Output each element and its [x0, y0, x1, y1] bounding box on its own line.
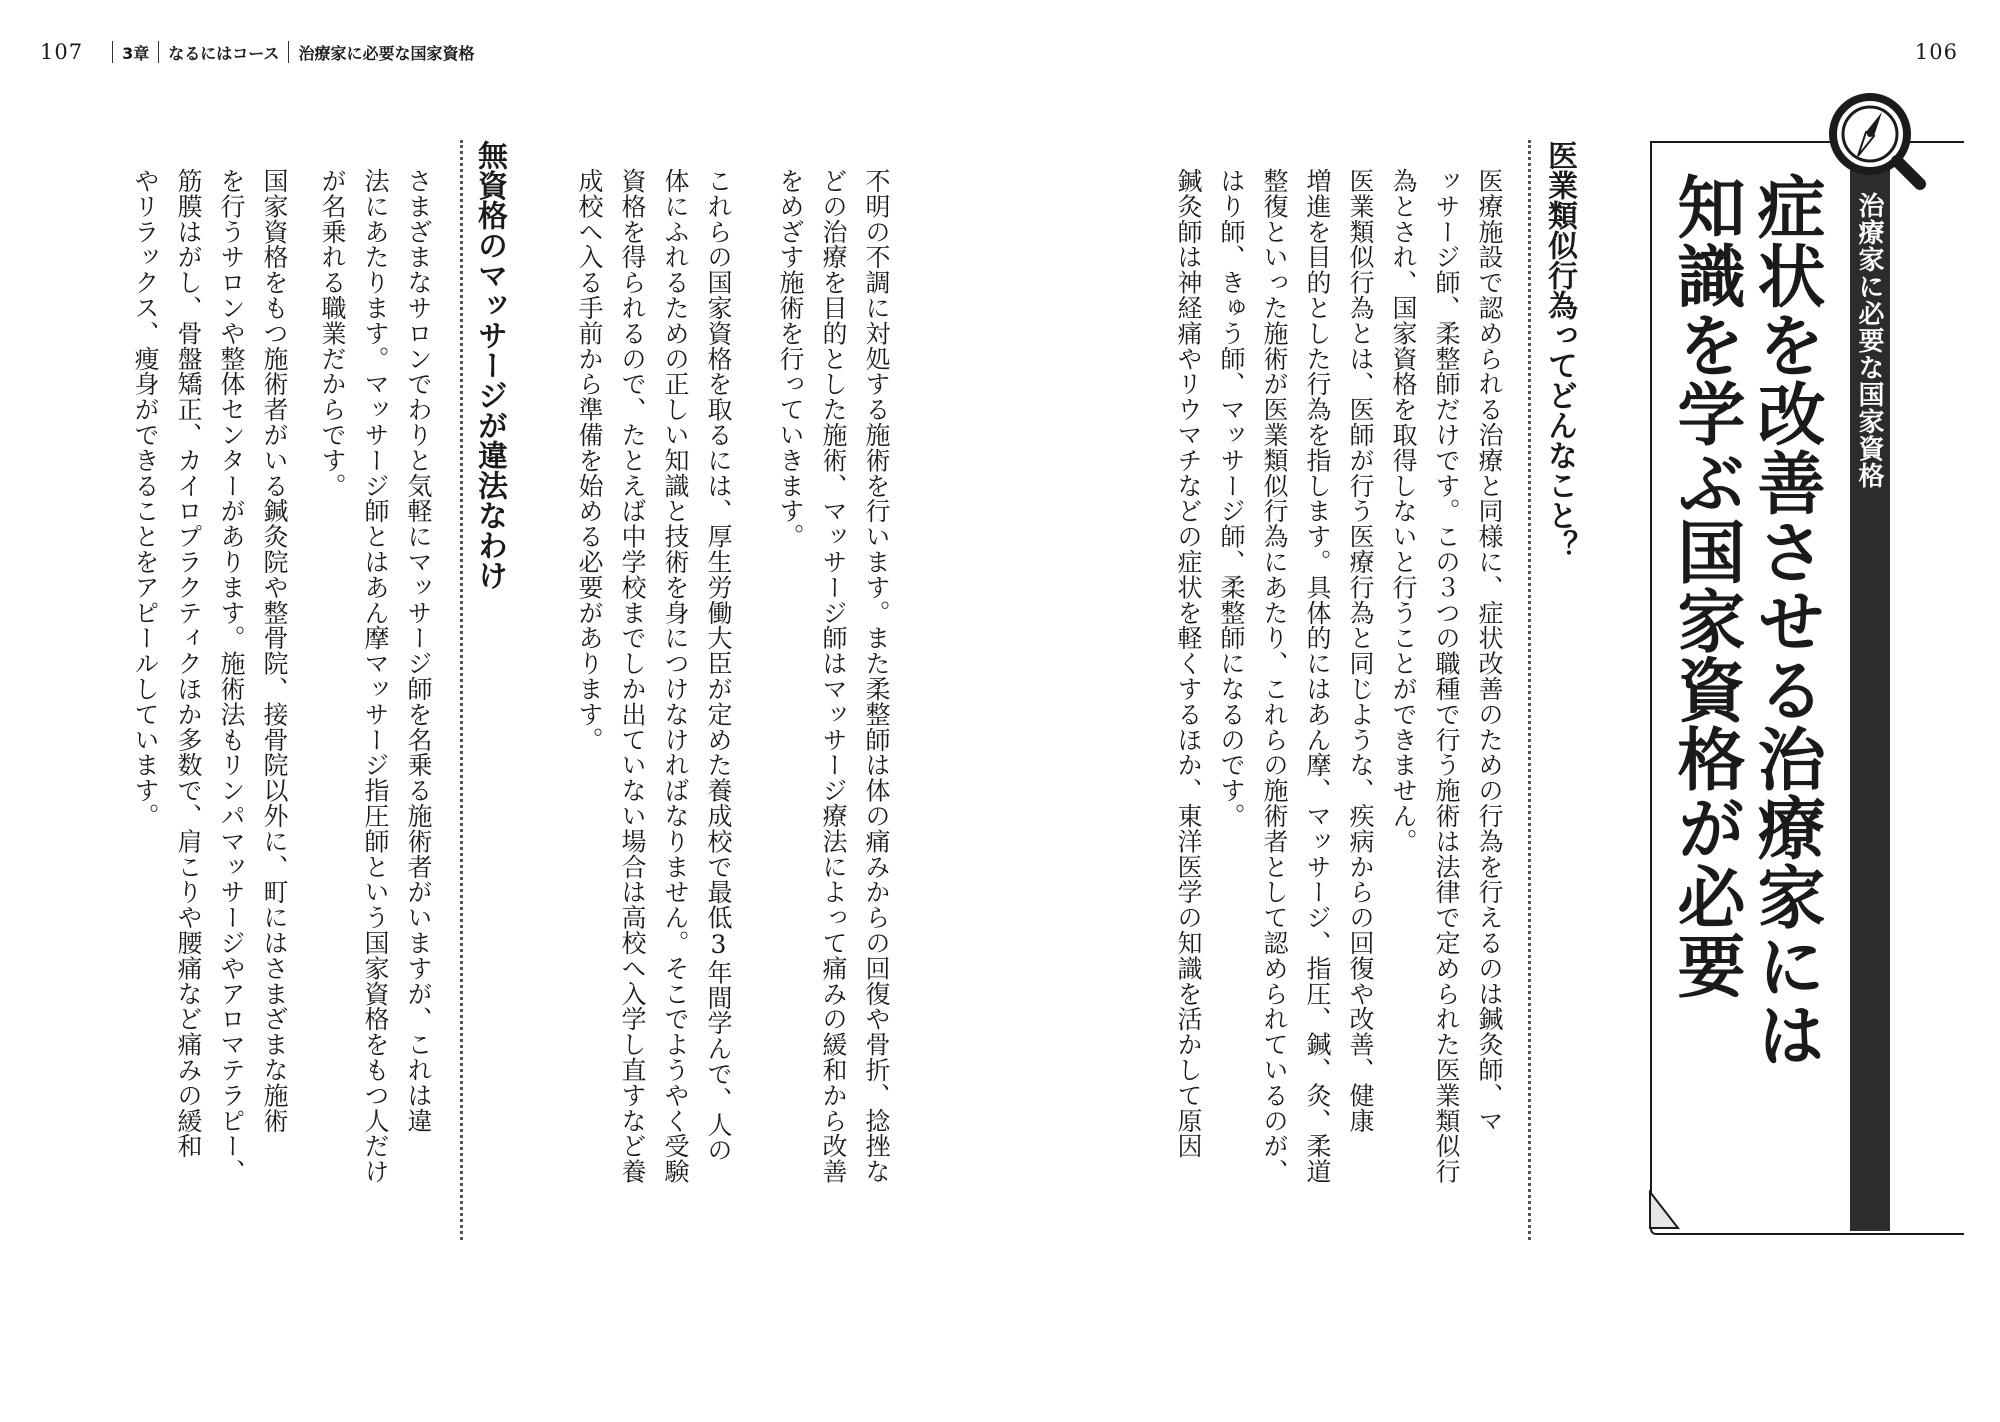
body-line: をめざす施術を行っていきます。	[776, 168, 805, 549]
body-line: 不明の不調に対処する施術を行います。また柔整師は体の痛みからの回復や骨折、捻挫な	[862, 168, 891, 1184]
body-line: やリラックス、痩身ができることをアピールしています。	[131, 168, 160, 829]
body-line: 法にあたります。マッサージ師とはあん摩マッサージ指圧師という国家資格をもつ人だけ	[361, 168, 390, 1184]
body-line: 筋膜はがし、骨盤矯正、カイロプラクティクほか多数で、肩こりや腰痛など痛みの緩和	[174, 168, 203, 1159]
body-line: 医療施設で認められる治療と同様に、症状改善のための行為を行えるのは鍼灸師、マ	[1475, 168, 1504, 1134]
body-line: 鍼灸師は神経痛やリウマチなどの症状を軽くするほか、東洋医学の知識を活かして原因	[1174, 168, 1203, 1159]
page-curl-decoration	[1648, 1190, 1688, 1230]
title-line-2: 知識を学ぶ国家資格が必要	[1666, 172, 1745, 1000]
body-line: 国家資格をもつ施術者がいる鍼灸院や整骨院、接骨院以外に、町にはさまざまな施術	[260, 168, 289, 1134]
body-line: 医業類似行為とは、医師が行う医療行為と同じような、疾病からの回復や改善、健康	[1346, 168, 1375, 1134]
body-line: 資格を得られるので、たとえば中学校までしか出ていない場合は高校へ入学し直すなど養	[618, 168, 647, 1184]
body-line: これらの国家資格を取るには、厚生労働大臣が定めた養成校で最低3年間学んで、人の	[704, 168, 733, 1163]
body-line: 成校へ入る手前から準備を始める必要があります。	[575, 168, 604, 753]
compass-magnifier-icon	[1826, 90, 1926, 190]
body-line: 為とされ、国家資格を取得しないと行うことができません。	[1389, 168, 1418, 854]
section-heading: 無資格のマッサージが違法なわけ	[472, 140, 507, 590]
section-label: 治療家に必要な国家資格	[298, 43, 475, 63]
body-line: 整復といった施術が医業類似行為にあたり、これらの施術者として認められているのが、	[1260, 168, 1289, 1184]
body-line: 増進を目的とした行為を指します。具体的にはあん摩、マッサージ、指圧、鍼、灸、柔道	[1303, 168, 1332, 1184]
body-line: はり師、きゅう師、マッサージ師、柔整師になるのです。	[1217, 168, 1246, 829]
body-line: ッサージ師、柔整師だけです。この３つの職種で行う施術は法律で定められた医業類似行	[1432, 168, 1461, 1184]
section-heading: 医業類似行為ってどんなこと？	[1542, 140, 1577, 560]
body-line: 体にふれるための正しい知識と技術を身につけなければなりません。そこでようやく受験	[661, 168, 690, 1184]
page-number-right: 106	[1914, 40, 1958, 64]
band-label: 治療家に必要な国家資格	[1854, 192, 1884, 489]
course-label: なるにはコース	[168, 43, 280, 63]
body-line: どの治療を目的とした施術、マッサージ師はマッサージ療法によって痛みの緩和から改善	[819, 168, 848, 1184]
page-number-left: 107	[40, 40, 84, 64]
body-line: さまざまなサロンでわりと気軽にマッサージ師を名乗る施術者がいますが、これは違	[404, 168, 433, 1134]
header-divider	[158, 41, 159, 63]
chapter-label: 3章	[122, 43, 150, 63]
dotted-divider	[460, 140, 463, 1240]
title-line-1: 症状を改善させる治療家には	[1746, 172, 1825, 1069]
body-line: が名乗れる職業だからです。	[318, 168, 347, 499]
running-header-left	[40, 40, 474, 64]
header-divider	[112, 41, 113, 63]
header-divider	[288, 41, 289, 63]
body-line: を行うサロンや整体センターがあります。施術法もリンパマッサージやアロマテラピー、	[217, 168, 246, 1184]
dotted-divider	[1528, 140, 1531, 1240]
